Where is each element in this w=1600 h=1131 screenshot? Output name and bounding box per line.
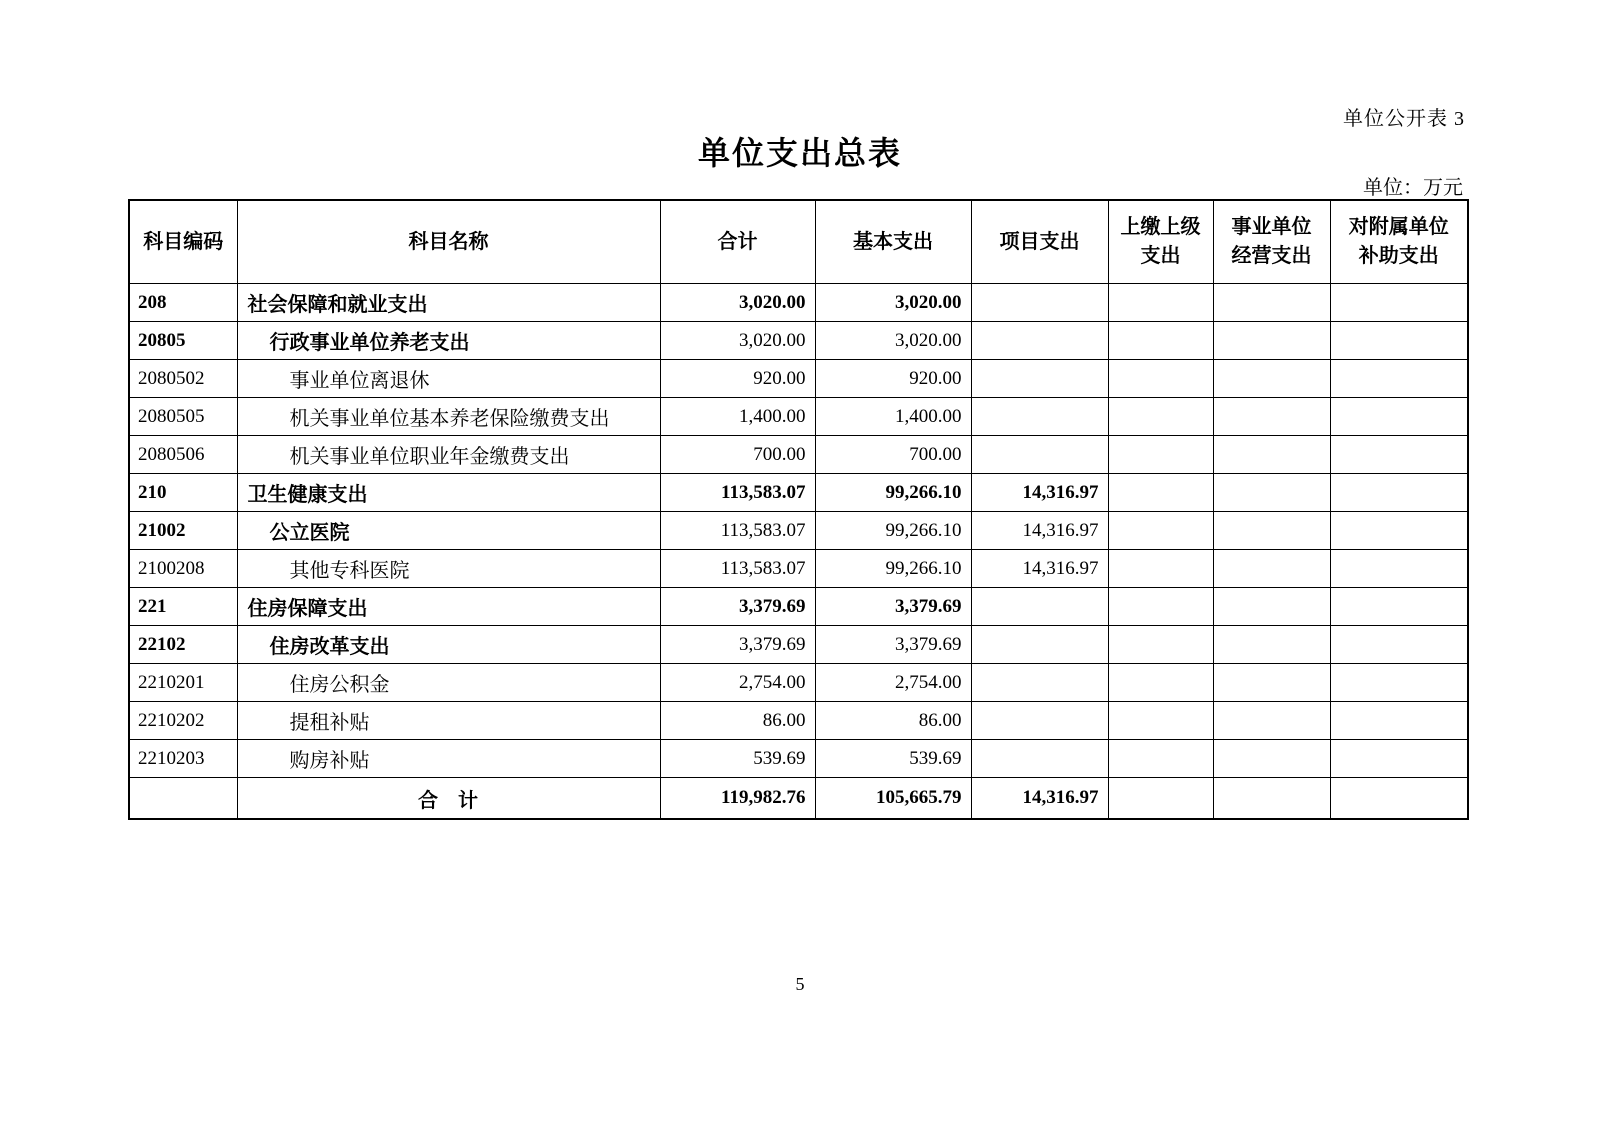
subject-code-cell: 2080505 [129,398,237,436]
basic-expenditure-cell: 3,379.69 [815,588,971,626]
header-row [129,200,1468,284]
header-subsidy-to-affiliates [1330,200,1468,284]
operating-expenditure-cell [1213,664,1330,702]
subsidy-to-affiliates-cell [1330,512,1468,550]
total-cell: 2,754.00 [660,664,815,702]
operating-expenditure-cell [1213,626,1330,664]
subject-name-cell: 卫生健康支出 [237,474,660,512]
table-row [129,626,1468,664]
subject-code-cell: 2080502 [129,360,237,398]
project-expenditure-cell [971,322,1108,360]
basic-expenditure-cell: 1,400.00 [815,398,971,436]
remit-to-superior-cell [1108,360,1213,398]
project-expenditure-cell: 14,316.97 [971,512,1108,550]
subject-code-cell: 221 [129,588,237,626]
remit-to-superior-cell [1108,398,1213,436]
table-row [129,778,1468,820]
subject-code-cell: 20805 [129,322,237,360]
subject-name-cell: 机关事业单位基本养老保险缴费支出 [237,398,660,436]
remit-to-superior-cell [1108,702,1213,740]
project-expenditure-cell [971,398,1108,436]
table-row [129,740,1468,778]
unit-note: 单位：万元 [1363,177,1463,199]
project-expenditure-cell [971,436,1108,474]
project-expenditure-cell [971,360,1108,398]
project-expenditure-cell: 14,316.97 [971,474,1108,512]
operating-expenditure-cell [1213,702,1330,740]
subject-code-cell: 210 [129,474,237,512]
remit-to-superior-cell [1108,322,1213,360]
header-label: 对附属单位 [1348,216,1449,238]
page-number: 5 [795,974,805,994]
remit-to-superior-cell [1108,626,1213,664]
basic-expenditure-cell: 105,665.79 [815,778,971,820]
total-cell: 3,020.00 [660,322,815,360]
basic-expenditure-cell: 99,266.10 [815,550,971,588]
table-row [129,436,1468,474]
operating-expenditure-cell [1213,474,1330,512]
project-expenditure-cell [971,284,1108,322]
basic-expenditure-cell: 3,379.69 [815,626,971,664]
remit-to-superior-cell [1108,512,1213,550]
subsidy-to-affiliates-cell [1330,702,1468,740]
total-cell: 700.00 [660,436,815,474]
basic-expenditure-cell: 700.00 [815,436,971,474]
subject-code-cell: 21002 [129,512,237,550]
header-label: 合计 [717,230,758,253]
basic-expenditure-cell: 99,266.10 [815,474,971,512]
subsidy-to-affiliates-cell [1330,284,1468,322]
subject-name-cell: 购房补贴 [237,740,660,778]
remit-to-superior-cell [1108,664,1213,702]
operating-expenditure-cell [1213,588,1330,626]
table-row [129,398,1468,436]
operating-expenditure-cell [1213,398,1330,436]
project-expenditure-cell [971,588,1108,626]
table-row [129,664,1468,702]
subject-name-cell: 公立医院 [237,512,660,550]
page-title: 单位支出总表 [697,135,902,171]
subject-name-cell: 行政事业单位养老支出 [237,322,660,360]
remit-to-superior-cell [1108,436,1213,474]
operating-expenditure-cell [1213,512,1330,550]
total-cell: 86.00 [660,702,815,740]
subsidy-to-affiliates-cell [1330,588,1468,626]
header-label-line2: 经营支出 [1231,245,1312,267]
basic-expenditure-cell: 86.00 [815,702,971,740]
table-row [129,550,1468,588]
project-expenditure-cell [971,702,1108,740]
operating-expenditure-cell [1213,322,1330,360]
header-subject-name [237,200,660,284]
subject-name-cell: 其他专科医院 [237,550,660,588]
header-remit-to-superior [1108,200,1213,284]
subject-name-cell: 提租补贴 [237,702,660,740]
header-label: 科目名称 [408,230,489,253]
total-cell: 3,020.00 [660,284,815,322]
remit-to-superior-cell [1108,550,1213,588]
subsidy-to-affiliates-cell [1330,474,1468,512]
total-cell: 3,379.69 [660,588,815,626]
operating-expenditure-cell [1213,778,1330,820]
subject-name-cell: 住房改革支出 [237,626,660,664]
subject-name-cell: 社会保障和就业支出 [237,284,660,322]
subsidy-to-affiliates-cell [1330,740,1468,778]
table-row [129,588,1468,626]
subject-code-cell: 208 [129,284,237,322]
total-cell: 113,583.07 [660,550,815,588]
header-operating-expenditure [1213,200,1330,284]
operating-expenditure-cell [1213,436,1330,474]
remit-to-superior-cell [1108,284,1213,322]
total-cell: 539.69 [660,740,815,778]
header-label: 事业单位 [1231,216,1312,238]
subsidy-to-affiliates-cell [1330,778,1468,820]
table-row [129,702,1468,740]
subject-name-cell: 合 计 [237,778,660,820]
total-cell: 920.00 [660,360,815,398]
doc-label: 单位公开表 3 [1343,108,1465,130]
header-label-line2: 支出 [1140,245,1181,267]
subject-name-cell: 住房公积金 [237,664,660,702]
subsidy-to-affiliates-cell [1330,398,1468,436]
remit-to-superior-cell [1108,778,1213,820]
basic-expenditure-cell: 2,754.00 [815,664,971,702]
subsidy-to-affiliates-cell [1330,664,1468,702]
operating-expenditure-cell [1213,550,1330,588]
basic-expenditure-cell: 920.00 [815,360,971,398]
header-total [660,200,815,284]
subsidy-to-affiliates-cell [1330,322,1468,360]
header-label: 科目编码 [143,230,224,253]
subject-name-cell: 事业单位离退休 [237,360,660,398]
subject-code-cell: 2210203 [129,740,237,778]
subsidy-to-affiliates-cell [1330,626,1468,664]
operating-expenditure-cell [1213,740,1330,778]
subject-code-cell: 2080506 [129,436,237,474]
subject-code-cell: 2100208 [129,550,237,588]
operating-expenditure-cell [1213,284,1330,322]
subsidy-to-affiliates-cell [1330,436,1468,474]
subject-name-cell: 住房保障支出 [237,588,660,626]
header-label: 项目支出 [999,230,1080,253]
total-cell: 119,982.76 [660,778,815,820]
subject-code-cell: 22102 [129,626,237,664]
subject-code-cell: 2210201 [129,664,237,702]
project-expenditure-cell [971,626,1108,664]
header-label: 基本支出 [853,230,933,253]
table-row [129,512,1468,550]
project-expenditure-cell [971,664,1108,702]
header-basic-expenditure [815,200,971,284]
remit-to-superior-cell [1108,588,1213,626]
expenditure-summary-table [128,199,1469,820]
header-subject-code [129,200,237,284]
subject-name-cell: 机关事业单位职业年金缴费支出 [237,436,660,474]
operating-expenditure-cell [1213,360,1330,398]
project-expenditure-cell [971,740,1108,778]
basic-expenditure-cell: 3,020.00 [815,284,971,322]
table-row [129,360,1468,398]
basic-expenditure-cell: 539.69 [815,740,971,778]
project-expenditure-cell: 14,316.97 [971,778,1108,820]
header-project-expenditure [971,200,1108,284]
table-row [129,284,1468,322]
subsidy-to-affiliates-cell [1330,550,1468,588]
table-row [129,322,1468,360]
total-cell: 3,379.69 [660,626,815,664]
total-cell: 1,400.00 [660,398,815,436]
subject-code-cell: 2210202 [129,702,237,740]
subject-code-cell [129,778,237,820]
total-cell: 113,583.07 [660,474,815,512]
subsidy-to-affiliates-cell [1330,360,1468,398]
total-cell: 113,583.07 [660,512,815,550]
table-row [129,474,1468,512]
header-label-line2: 补助支出 [1358,245,1439,267]
project-expenditure-cell: 14,316.97 [971,550,1108,588]
remit-to-superior-cell [1108,474,1213,512]
header-label: 上缴上级 [1120,216,1201,238]
basic-expenditure-cell: 99,266.10 [815,512,971,550]
basic-expenditure-cell: 3,020.00 [815,322,971,360]
remit-to-superior-cell [1108,740,1213,778]
